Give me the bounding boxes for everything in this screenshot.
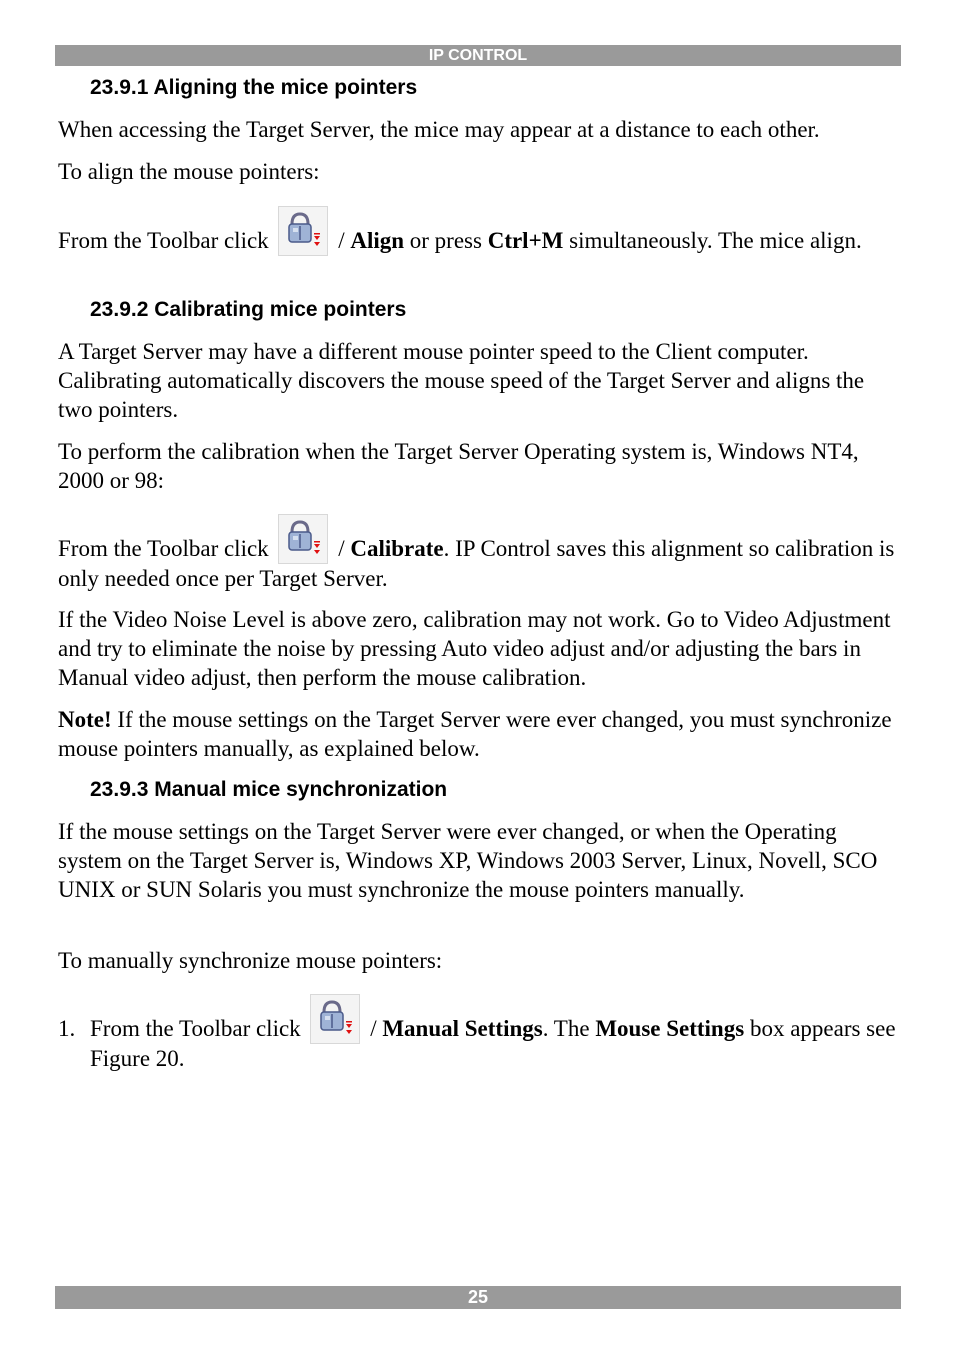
instruction-text: or press xyxy=(404,228,488,253)
header-title: IP CONTROL xyxy=(428,47,528,64)
menu-item-manual-settings: Manual Settings xyxy=(382,1016,543,1041)
paragraph: When accessing the Target Server, the mice may appear at a distance to each other. xyxy=(58,117,820,142)
paragraph: A Target Server may have a different mouse pointer speed to the Client computer. Calibrating automatically discovers the mouse speed of the Target Server and aligns the two pointers. xyxy=(58,339,865,422)
heading-aligning-mice: 23.9.1 Aligning the mice pointers xyxy=(90,76,418,99)
step-number: 1. xyxy=(58,1016,76,1041)
mouse-settings-label: Mouse Settings xyxy=(595,1016,745,1041)
page-header-bar xyxy=(55,45,901,66)
heading-calibrating-mice: 23.9.2 Calibrating mice pointers xyxy=(90,298,407,321)
instruction-text: simultaneously. The mice align. xyxy=(563,228,862,253)
step-body xyxy=(90,994,903,1073)
menu-item-align: Align xyxy=(350,228,405,253)
instruction-text: . IP Control saves this alignment so calibration is only needed once per Target Server. xyxy=(58,536,895,591)
paragraph: To align the mouse pointers: xyxy=(58,159,320,184)
mouse-settings-icon[interactable] xyxy=(310,994,360,1044)
mouse-settings-icon[interactable] xyxy=(278,514,328,564)
paragraph: To perform the calibration when the Target Server Operating system is, Windows NT4, 2000 or 98: xyxy=(58,439,859,493)
shortcut-ctrl-m: Ctrl+M xyxy=(487,228,564,253)
menu-item-calibrate: Calibrate xyxy=(350,536,444,561)
instruction-text: From the Toolbar click xyxy=(58,228,269,253)
separator: / xyxy=(364,1016,383,1041)
instruction-text: From the Toolbar click xyxy=(90,1016,301,1041)
paragraph: To manually synchronize mouse pointers: xyxy=(58,948,443,973)
instruction-text: . The xyxy=(542,1016,596,1041)
heading-manual-sync: 23.9.3 Manual mice synchronization xyxy=(90,778,448,801)
separator: / xyxy=(332,536,351,561)
paragraph: If the mouse settings on the Target Server were ever changed, or when the Operating system on the Target Server is, Windows XP, Windows 2003 Server, Linux, Novell, SCO UNIX or SUN Solaris you must synchronize the mouse pointers manually. xyxy=(58,819,878,902)
instruction-text: From the Toolbar click xyxy=(58,536,269,561)
instruction-calibrate xyxy=(58,514,903,593)
note-paragraph xyxy=(58,705,903,763)
separator: / xyxy=(332,228,351,253)
page-footer-bar xyxy=(55,1286,901,1309)
paragraph: If the Video Noise Level is above zero, calibration may not work. Go to Video Adjustment and try to eliminate the noise by pressing Auto video adjust and/or adjusting the bars in Manual video adjust, then perform the mouse calibration. xyxy=(58,607,891,690)
note-text: If the mouse settings on the Target Server were ever changed, you must synchronize mouse pointers manually, as explained below. xyxy=(58,707,892,761)
page-number: 25 xyxy=(467,1287,489,1307)
instruction-align xyxy=(58,206,903,256)
numbered-step xyxy=(58,994,903,1073)
instruction-text: box appears see Figure 20. xyxy=(90,1016,896,1071)
mouse-settings-icon[interactable] xyxy=(278,206,328,256)
note-label: Note! xyxy=(58,707,112,732)
